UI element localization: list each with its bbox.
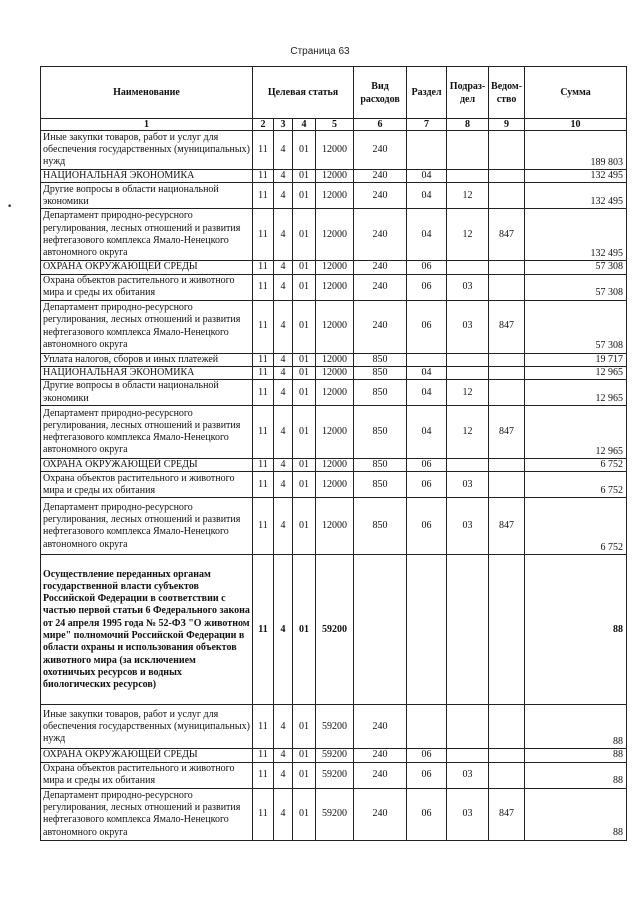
- row-section: 06: [407, 261, 447, 274]
- row-department: [489, 705, 525, 749]
- row-name: Департамент природно-ресурсного регулирования, лесных отношений и развития нефтегазового комплекса Ямало-Ненецкого автономного округа: [41, 406, 253, 459]
- header-subsection: Подраз-дел: [447, 67, 489, 119]
- row-code-1: 11: [253, 209, 274, 261]
- row-sum: 132 495: [525, 183, 627, 209]
- row-sum: 12 965: [525, 366, 627, 379]
- row-subsection: 12: [447, 406, 489, 459]
- column-number: 3: [274, 119, 293, 131]
- row-department: [489, 131, 525, 170]
- row-kind: 240: [354, 705, 407, 749]
- row-code-1: 11: [253, 788, 274, 840]
- row-sum: 19 717: [525, 353, 627, 366]
- row-code-3: 01: [293, 274, 316, 300]
- row-code-3: 01: [293, 300, 316, 353]
- row-code-1: 11: [253, 274, 274, 300]
- row-code-4: 12000: [316, 131, 354, 170]
- row-department: [489, 170, 525, 183]
- row-code-1: 11: [253, 366, 274, 379]
- row-code-4: 59200: [316, 749, 354, 762]
- row-name: Департамент природно-ресурсного регулирования, лесных отношений и развития нефтегазового комплекса Ямало-Ненецкого автономного округа: [41, 788, 253, 840]
- row-name: НАЦИОНАЛЬНАЯ ЭКОНОМИКА: [41, 366, 253, 379]
- row-name: ОХРАНА ОКРУЖАЮЩЕЙ СРЕДЫ: [41, 459, 253, 472]
- row-section: 04: [407, 366, 447, 379]
- row-subsection: 03: [447, 274, 489, 300]
- row-subsection: 03: [447, 762, 489, 788]
- row-subsection: [447, 353, 489, 366]
- row-code-4: 59200: [316, 788, 354, 840]
- row-sum: 12 965: [525, 380, 627, 406]
- scan-artifact-mark: •: [7, 202, 13, 212]
- row-department: [489, 274, 525, 300]
- row-code-3: 01: [293, 459, 316, 472]
- row-code-1: 11: [253, 762, 274, 788]
- row-department: 847: [489, 788, 525, 840]
- row-section: 04: [407, 406, 447, 459]
- row-code-3: 01: [293, 353, 316, 366]
- row-name: Охрана объектов растительного и животного мира и среды их обитания: [41, 274, 253, 300]
- row-department: 847: [489, 406, 525, 459]
- budget-table: [40, 66, 627, 841]
- row-code-3: 01: [293, 788, 316, 840]
- column-number: 4: [293, 119, 316, 131]
- row-department: 847: [489, 209, 525, 261]
- row-department: [489, 353, 525, 366]
- row-sum: 6 752: [525, 472, 627, 498]
- row-subsection: 12: [447, 183, 489, 209]
- row-sum: 6 752: [525, 459, 627, 472]
- row-code-3: 01: [293, 183, 316, 209]
- row-subsection: [447, 261, 489, 274]
- column-number: 8: [447, 119, 489, 131]
- table-row: [41, 406, 627, 459]
- row-department: [489, 261, 525, 274]
- row-section: [407, 555, 447, 705]
- row-code-4: 59200: [316, 555, 354, 705]
- row-code-1: 11: [253, 300, 274, 353]
- row-sum: 57 308: [525, 274, 627, 300]
- row-department: [489, 762, 525, 788]
- row-code-2: 4: [274, 788, 293, 840]
- row-code-4: 12000: [316, 459, 354, 472]
- row-code-4: 12000: [316, 261, 354, 274]
- row-code-2: 4: [274, 380, 293, 406]
- table-row: [41, 353, 627, 366]
- row-code-3: 01: [293, 749, 316, 762]
- row-section: 06: [407, 749, 447, 762]
- row-code-3: 01: [293, 406, 316, 459]
- row-department: 847: [489, 300, 525, 353]
- column-number: 1: [41, 119, 253, 131]
- table-row: [41, 555, 627, 705]
- table-row: [41, 749, 627, 762]
- row-subsection: 12: [447, 209, 489, 261]
- row-sum: 57 308: [525, 261, 627, 274]
- row-subsection: 03: [447, 300, 489, 353]
- row-code-2: 4: [274, 498, 293, 555]
- row-code-1: 11: [253, 498, 274, 555]
- row-department: [489, 472, 525, 498]
- column-number: 9: [489, 119, 525, 131]
- row-sum: 88: [525, 788, 627, 840]
- row-kind: 240: [354, 300, 407, 353]
- row-code-2: 4: [274, 261, 293, 274]
- table-row: [41, 183, 627, 209]
- row-sum: 132 495: [525, 209, 627, 261]
- row-name: Другие вопросы в области национальной экономики: [41, 183, 253, 209]
- row-code-1: 11: [253, 380, 274, 406]
- row-section: 06: [407, 762, 447, 788]
- row-subsection: [447, 366, 489, 379]
- row-section: 06: [407, 459, 447, 472]
- header-target-article: Целевая статья: [253, 67, 354, 119]
- row-kind: 850: [354, 366, 407, 379]
- row-section: 04: [407, 209, 447, 261]
- row-code-1: 11: [253, 749, 274, 762]
- row-subsection: [447, 170, 489, 183]
- row-section: [407, 353, 447, 366]
- table-row: [41, 762, 627, 788]
- column-number-row: [41, 119, 627, 131]
- row-kind: 240: [354, 788, 407, 840]
- row-sum: 6 752: [525, 498, 627, 555]
- row-kind: [354, 555, 407, 705]
- row-kind: 850: [354, 498, 407, 555]
- page-number-label: Страница 63: [290, 46, 350, 57]
- row-code-2: 4: [274, 406, 293, 459]
- header-department: Ведом-ство: [489, 67, 525, 119]
- row-code-2: 4: [274, 131, 293, 170]
- row-sum: 57 308: [525, 300, 627, 353]
- row-kind: 240: [354, 131, 407, 170]
- row-department: [489, 459, 525, 472]
- row-code-3: 01: [293, 261, 316, 274]
- row-code-1: 11: [253, 170, 274, 183]
- row-code-2: 4: [274, 209, 293, 261]
- row-subsection: 12: [447, 380, 489, 406]
- row-department: [489, 555, 525, 705]
- row-subsection: [447, 131, 489, 170]
- table-row: [41, 498, 627, 555]
- row-section: 06: [407, 274, 447, 300]
- row-code-4: 12000: [316, 170, 354, 183]
- column-number: 10: [525, 119, 627, 131]
- row-name: ОХРАНА ОКРУЖАЮЩЕЙ СРЕДЫ: [41, 261, 253, 274]
- row-name: Департамент природно-ресурсного регулирования, лесных отношений и развития нефтегазового комплекса Ямало-Ненецкого автономного округа: [41, 498, 253, 555]
- row-department: [489, 380, 525, 406]
- row-name: Охрана объектов растительного и животного мира и среды их обитания: [41, 472, 253, 498]
- row-name: Другие вопросы в области национальной экономики: [41, 380, 253, 406]
- row-code-4: 12000: [316, 300, 354, 353]
- row-name: Иные закупки товаров, работ и услуг для обеспечения государственных (муниципальных) нужд: [41, 705, 253, 749]
- row-code-1: 11: [253, 131, 274, 170]
- row-subsection: [447, 555, 489, 705]
- row-sum: 88: [525, 555, 627, 705]
- row-department: [489, 366, 525, 379]
- row-name: Департамент природно-ресурсного регулирования, лесных отношений и развития нефтегазового комплекса Ямало-Ненецкого автономного округа: [41, 209, 253, 261]
- row-code-4: 12000: [316, 366, 354, 379]
- row-code-1: 11: [253, 406, 274, 459]
- table-row: [41, 705, 627, 749]
- table-row: [41, 300, 627, 353]
- row-code-3: 01: [293, 555, 316, 705]
- row-code-1: 11: [253, 459, 274, 472]
- row-code-3: 01: [293, 498, 316, 555]
- row-code-3: 01: [293, 170, 316, 183]
- row-section: 04: [407, 170, 447, 183]
- row-kind: 850: [354, 353, 407, 366]
- row-name: ОХРАНА ОКРУЖАЮЩЕЙ СРЕДЫ: [41, 749, 253, 762]
- row-name: НАЦИОНАЛЬНАЯ ЭКОНОМИКА: [41, 170, 253, 183]
- column-number: 6: [354, 119, 407, 131]
- row-name: Департамент природно-ресурсного регулирования, лесных отношений и развития нефтегазового комплекса Ямало-Ненецкого автономного округа: [41, 300, 253, 353]
- row-code-2: 4: [274, 705, 293, 749]
- row-code-4: 12000: [316, 498, 354, 555]
- table-row: [41, 459, 627, 472]
- row-kind: 850: [354, 406, 407, 459]
- row-code-3: 01: [293, 472, 316, 498]
- row-section: [407, 705, 447, 749]
- row-code-2: 4: [274, 459, 293, 472]
- row-name: Иные закупки товаров, работ и услуг для обеспечения государственных (муниципальных) нужд: [41, 131, 253, 170]
- row-code-3: 01: [293, 209, 316, 261]
- row-code-2: 4: [274, 555, 293, 705]
- table-row: [41, 261, 627, 274]
- row-sum: 132 495: [525, 170, 627, 183]
- header-section: Раздел: [407, 67, 447, 119]
- row-department: 847: [489, 498, 525, 555]
- row-code-4: 12000: [316, 406, 354, 459]
- table-row: [41, 274, 627, 300]
- row-kind: 850: [354, 380, 407, 406]
- row-code-1: 11: [253, 472, 274, 498]
- row-code-4: 12000: [316, 274, 354, 300]
- row-section: 04: [407, 183, 447, 209]
- row-code-3: 01: [293, 131, 316, 170]
- row-subsection: 03: [447, 498, 489, 555]
- row-name: Охрана объектов растительного и животного мира и среды их обитания: [41, 762, 253, 788]
- row-section: 04: [407, 380, 447, 406]
- row-sum: 88: [525, 762, 627, 788]
- table-row: [41, 788, 627, 840]
- row-kind: 850: [354, 459, 407, 472]
- row-kind: 850: [354, 472, 407, 498]
- row-code-4: 59200: [316, 762, 354, 788]
- row-code-3: 01: [293, 705, 316, 749]
- row-section: 06: [407, 300, 447, 353]
- row-subsection: [447, 749, 489, 762]
- row-section: 06: [407, 472, 447, 498]
- row-code-2: 4: [274, 183, 293, 209]
- row-kind: 240: [354, 209, 407, 261]
- row-department: [489, 183, 525, 209]
- row-kind: 240: [354, 170, 407, 183]
- row-code-3: 01: [293, 380, 316, 406]
- row-sum: 189 803: [525, 131, 627, 170]
- row-code-2: 4: [274, 300, 293, 353]
- row-code-1: 11: [253, 353, 274, 366]
- row-sum: 12 965: [525, 406, 627, 459]
- row-subsection: 03: [447, 472, 489, 498]
- row-code-4: 12000: [316, 183, 354, 209]
- row-code-4: 59200: [316, 705, 354, 749]
- row-name: Уплата налогов, сборов и иных платежей: [41, 353, 253, 366]
- table-row: [41, 366, 627, 379]
- row-subsection: [447, 459, 489, 472]
- header-sum: Сумма: [525, 67, 627, 119]
- row-kind: 240: [354, 749, 407, 762]
- header-expense-kind: Вид расходов: [354, 67, 407, 119]
- row-code-2: 4: [274, 274, 293, 300]
- table-row: [41, 170, 627, 183]
- table-header-row: [41, 67, 627, 119]
- row-code-4: 12000: [316, 209, 354, 261]
- row-code-1: 11: [253, 705, 274, 749]
- table-row: [41, 472, 627, 498]
- row-code-1: 11: [253, 555, 274, 705]
- table-row: [41, 131, 627, 170]
- row-kind: 240: [354, 261, 407, 274]
- table-row: [41, 380, 627, 406]
- row-code-1: 11: [253, 183, 274, 209]
- row-code-2: 4: [274, 762, 293, 788]
- column-number: 2: [253, 119, 274, 131]
- row-code-4: 12000: [316, 472, 354, 498]
- row-department: [489, 749, 525, 762]
- row-code-4: 12000: [316, 380, 354, 406]
- column-number: 7: [407, 119, 447, 131]
- row-code-2: 4: [274, 353, 293, 366]
- row-sum: 88: [525, 705, 627, 749]
- row-section: [407, 131, 447, 170]
- column-number: 5: [316, 119, 354, 131]
- row-code-2: 4: [274, 749, 293, 762]
- row-name: Осуществление переданных органам государственной власти субъектов Российской Федерации в соответствии с частью первой статьи 6 Федерального закона от 24 апреля 1995 года № 52-ФЗ "О животном мире" полномочий Российской Федерации в области охраны и использования объектов животного мира (за исключением охотничьих ресурсов и водных биологических ресурсов): [41, 555, 253, 705]
- row-code-2: 4: [274, 366, 293, 379]
- table-row: [41, 209, 627, 261]
- row-kind: 240: [354, 274, 407, 300]
- row-section: 06: [407, 788, 447, 840]
- row-sum: 88: [525, 749, 627, 762]
- row-code-2: 4: [274, 170, 293, 183]
- row-kind: 240: [354, 183, 407, 209]
- row-subsection: 03: [447, 788, 489, 840]
- row-kind: 240: [354, 762, 407, 788]
- row-subsection: [447, 705, 489, 749]
- row-code-3: 01: [293, 366, 316, 379]
- row-code-2: 4: [274, 472, 293, 498]
- row-code-1: 11: [253, 261, 274, 274]
- header-name: Наименование: [41, 67, 253, 119]
- row-section: 06: [407, 498, 447, 555]
- row-code-3: 01: [293, 762, 316, 788]
- row-code-4: 12000: [316, 353, 354, 366]
